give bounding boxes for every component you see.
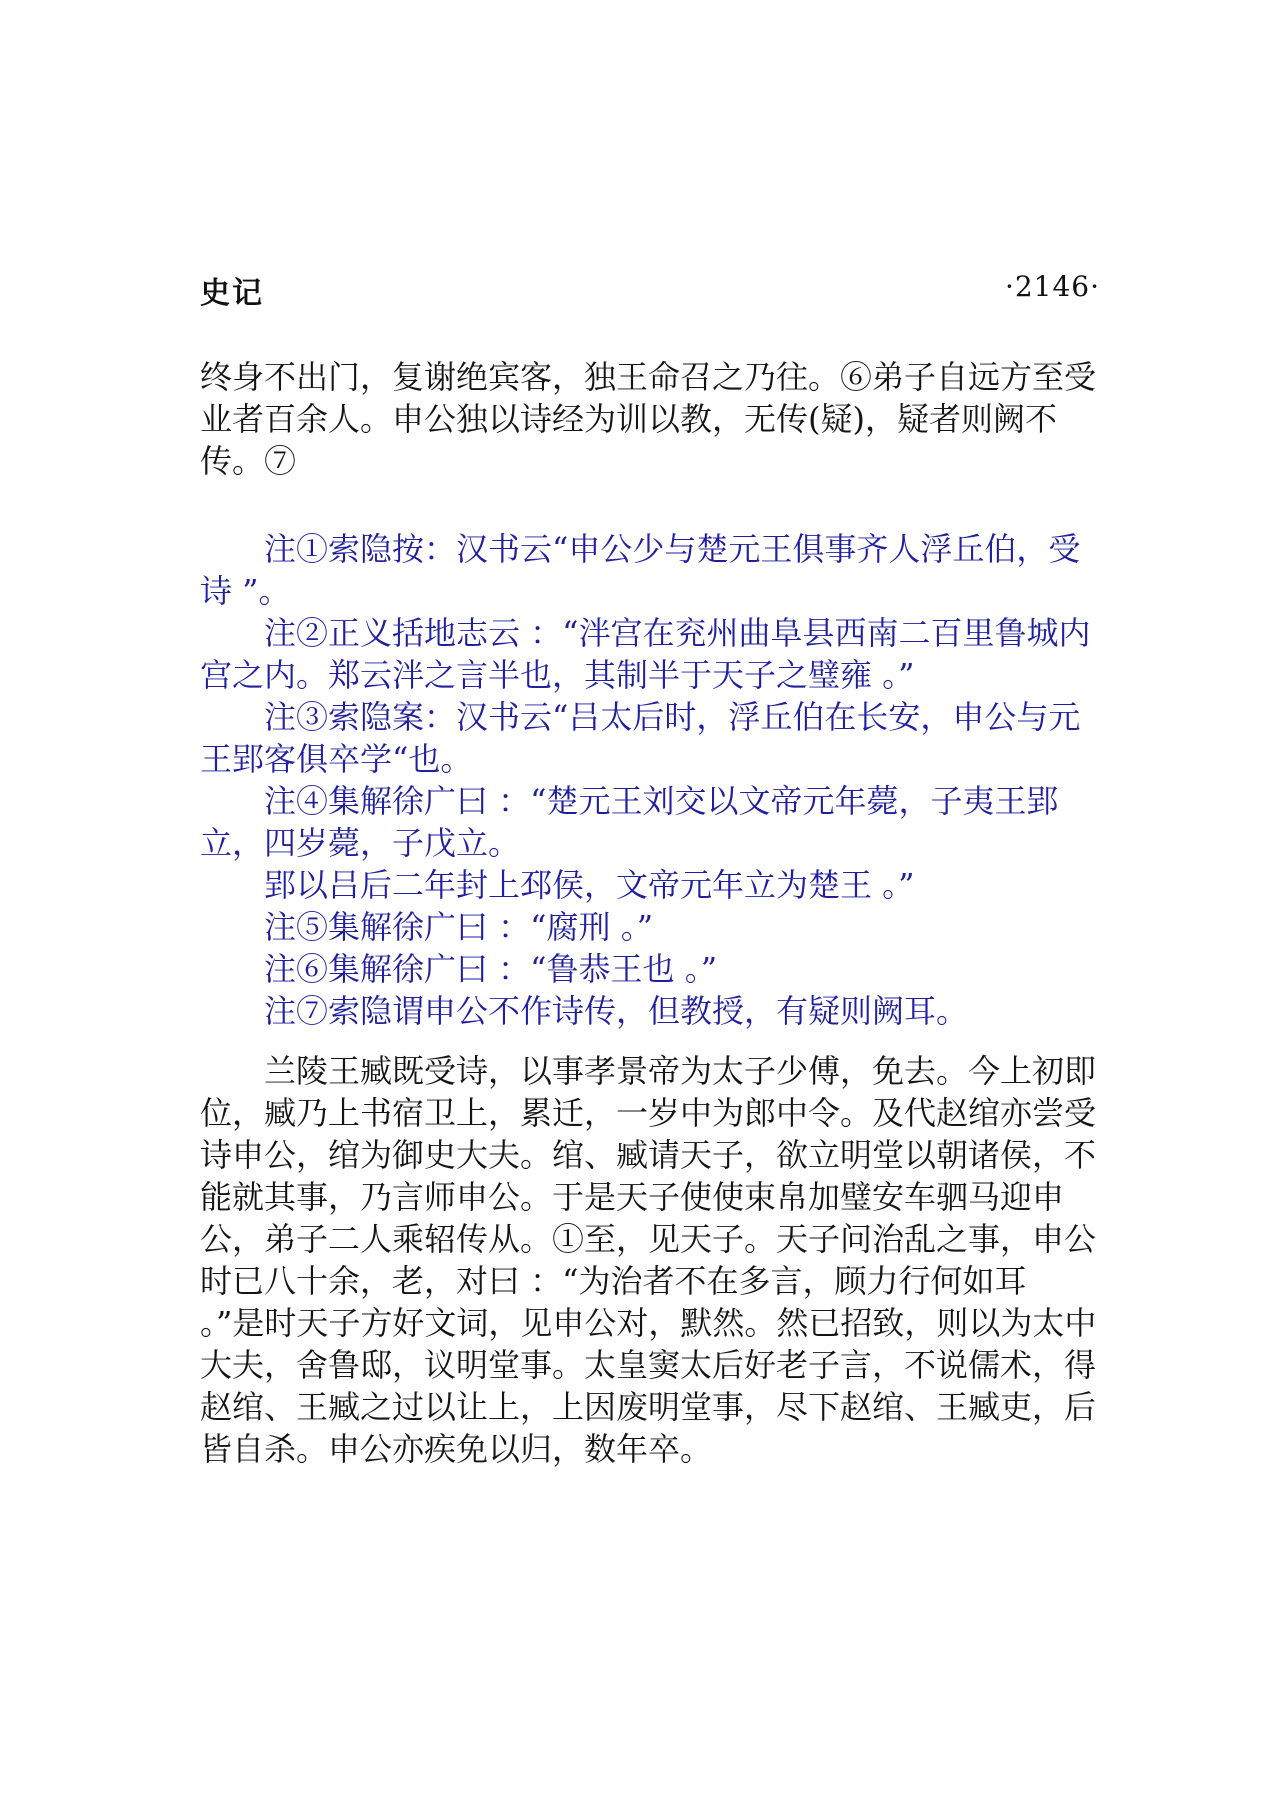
body-paragraph-bottom: 兰陵王臧既受诗，以事孝景帝为太子少傅，免去。今上初即位，臧乃上书宿卫上，累迁，一岁中为郎中令。及代赵绾亦尝受诗申公，绾为御史大夫。绾、臧请天子，欲立明堂以朝诸侯，不能就其事，乃言师申公。于是天子使使束帛加璧安车驷马迎申公，弟子二人乘轺传从。①至，见天子。天子问治乱之事，申公时已八十余，老，对曰 ：“为治者不在多言，顾力行何如耳 。”是时天子方好文词，见申公对，默然。然已招致，则以为太中大夫，舍鲁邸，议明堂事。太皇窦太后好老子言，不说儒术，得赵绾、王臧之过以让上，上因废明堂事，尽下赵绾、王臧吏，后皆自杀。申公亦疾免以归，数年卒。 bbox=[200, 1052, 1097, 1468]
book-title: 史记 bbox=[200, 276, 264, 311]
note-item: 注②正义括地志云 ：“泮宫在兖州曲阜县西南二百里鲁城内宫之内。郑云泮之言半也，其制半于天子之璧雍 。” bbox=[200, 614, 1091, 694]
note-item: 注⑤集解徐广曰 ：“腐刑 。” bbox=[264, 908, 654, 946]
page-header bbox=[200, 268, 1100, 316]
note-item: 注①索隐按：汉书云“申公少与楚元王俱事齐人浮丘伯，受诗 ”。 bbox=[200, 530, 1081, 610]
body-paragraph-top: 终身不出门，复谢绝宾客，独王命召之乃往。⑥弟子自远方至受业者百余人。申公独以诗经为训以教，无传(疑)，疑者则阙不传。⑦ bbox=[200, 358, 1097, 480]
note-item: 注⑥集解徐广曰 ：“鲁恭王也 。” bbox=[264, 950, 718, 988]
note-item: 注③索隐案：汉书云“吕太后时，浮丘伯在长安，申公与元王郢客俱卒学“也。 bbox=[200, 698, 1081, 778]
note-item: 郢以吕后二年封上邳侯，文帝元年立为楚王 。” bbox=[264, 866, 915, 904]
note-item: 注④集解徐广曰 ：“楚元王刘交以文帝元年薨，子夷王郢立，四岁薨，子戊立。 bbox=[200, 782, 1059, 862]
notes-list bbox=[200, 528, 1100, 1032]
note-item: 注⑦索隐谓申公不作诗传，但教授，有疑则阙耳。 bbox=[264, 992, 969, 1030]
page-number: ·2146· bbox=[1004, 270, 1100, 303]
